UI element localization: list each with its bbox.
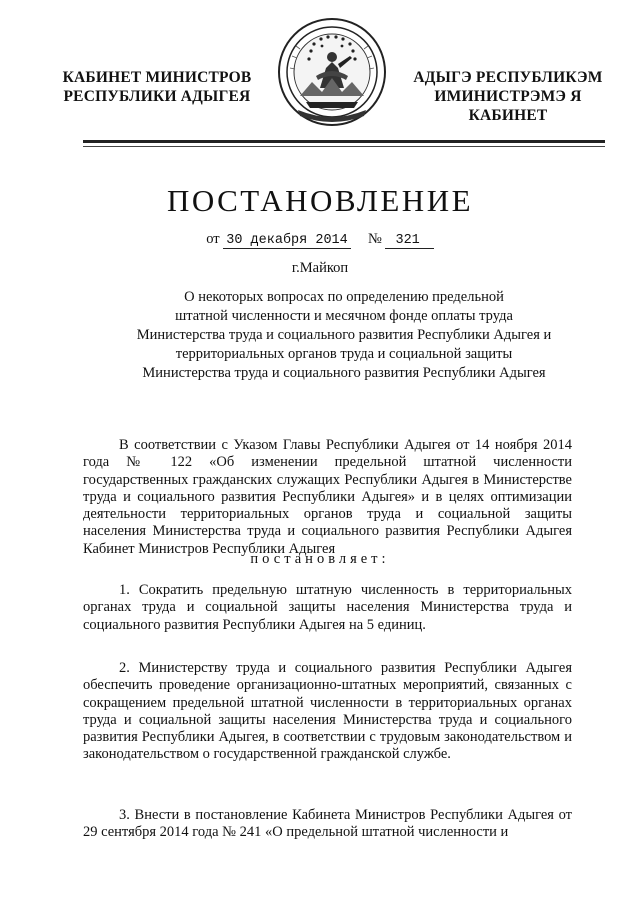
number-prefix: № xyxy=(368,231,382,247)
subject-line: территориальных органов труда и социальной защиты xyxy=(175,346,513,362)
issuer-right-line-2: ИМИНИСТРЭМЭ Я КАБИНЕТ xyxy=(434,88,582,124)
header-divider-thick xyxy=(83,140,605,143)
document-number: 321 xyxy=(385,233,433,249)
item-paragraph-1: 1. Сократить предельную штатную численность в территориальных органах труда и социальной защиты населения Министерства труда и социального развития Республики Адыгея на 5 единиц. xyxy=(83,582,572,633)
document-title: ПОСТАНОВЛЕНИЕ xyxy=(166,183,474,218)
subject-line: Министерства труда и социального развития Республики Адыгея xyxy=(142,365,546,381)
subject-line: штатной численности и месячном фонде оплаты труда xyxy=(175,308,513,324)
issuer-name-adyghe xyxy=(393,68,623,125)
subject-line: О некоторых вопросах по определению предельной xyxy=(184,289,504,305)
issuer-left-line-2: РЕСПУБЛИКИ АДЫГЕЯ xyxy=(63,88,251,105)
coat-of-arms-icon xyxy=(276,16,388,128)
issuer-name-russian xyxy=(52,68,262,106)
document-city: г.Майкоп xyxy=(291,260,349,276)
document-date: 30 декабря 2014 xyxy=(223,233,351,249)
preamble-paragraph: В соответствии с Указом Главы Республики Адыгея от 14 ноября 2014 года № 122 «Об изменении предельной штатной численности государственных гражданских служащих Республики Адыгея в Министерстве труда и социального развития Республики Адыгея» и в целях оптимизации деятельности территориальных органов труда и социальной защиты населения Министерства труда и социального развития Республики Адыгея Кабинет Министров Республики Адыгея xyxy=(83,437,572,557)
item-paragraph-3: 3. Внести в постановление Кабинета Министров Республики Адыгея от 29 сентября 2014 года № 241 «О предельной штатной численности и xyxy=(83,807,572,841)
item-paragraph-2: 2. Министерству труда и социального развития Республики Адыгея обеспечить проведение организационно-штатных мероприятий, связанных с сокращением предельной штатной численности в территориальных органах труда и социальной защиты населения Министерства труда и социального развития Республики Адыгея, в соответствии с трудовым законодательством и законодательством о государственной гражданской службе. xyxy=(83,660,572,763)
subject-line: Министерства труда и социального развития Республики Адыгея и xyxy=(136,327,552,343)
header-divider-thin xyxy=(83,146,605,147)
issuer-left-line-1: КАБИНЕТ МИНИСТРОВ xyxy=(62,69,252,86)
document-date-line xyxy=(0,231,640,249)
issuer-right-line-1: АДЫГЭ РЕСПУБЛИКЭМ xyxy=(413,69,603,86)
resolves-heading: постановляет: xyxy=(250,551,390,567)
date-prefix: от xyxy=(206,231,220,247)
document-subject xyxy=(60,288,628,383)
